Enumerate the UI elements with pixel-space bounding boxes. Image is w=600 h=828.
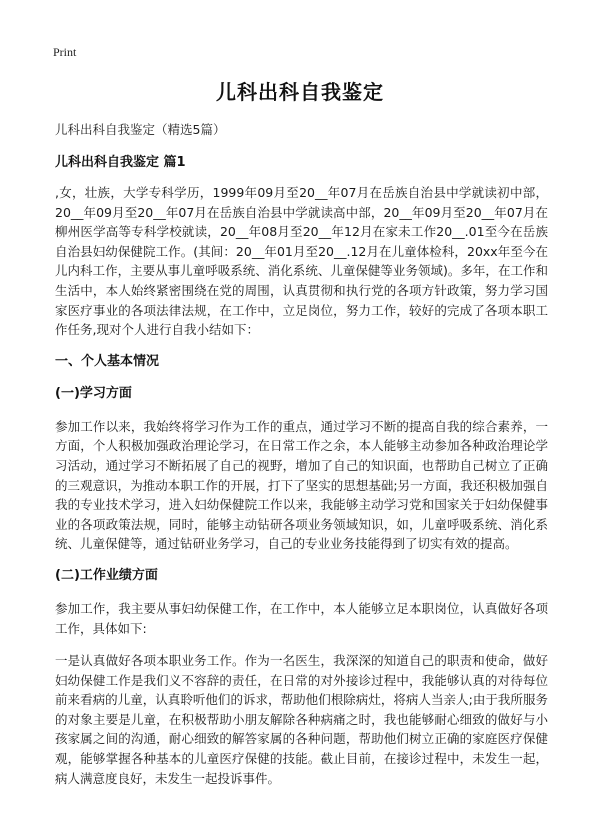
page-title: 儿科出科自我鉴定 [216, 80, 384, 104]
work-paragraph: 参加工作，我主要从事妇幼保健工作，在工作中，本人能够立足本职岗位，认真做好各项工作，具体如下: [55, 600, 548, 636]
intro-paragraph: ,女，壮族，大学专科学历，1999年09月至20__年07月在岳族自治县中学就读初中部，20__年09月至20__年07月在岳族自治县中学就读高中部，20__年09月至20__年07月在柳州医学高等专科学校就读，20__年08月至20__年12月在家未工作20__.01至今在岳族自治县妇幼保健院工作。(其间：20__年01月至20__.12月在儿童体检科，20xx年至今在儿内科工作，主要从事儿童呼吸系统、消化系统、儿童保健等业务领域)。多年，在工作和生活中，本人始终紧密围绕在党的周围，认真贯彻和执行党的各项方针政策，努力学习国家医疗事业的各项法律法规，在工作中，立足岗位，努力工作，较好的完成了各项本职工作任务,现对个人进行自我小结如下： [55, 185, 548, 338]
print-link[interactable]: Print [53, 45, 77, 59]
section-heading-basic-info: 一、个人基本情况 [55, 353, 160, 369]
subsection-heading-study: (一)学习方面 [55, 385, 132, 401]
study-paragraph: 参加工作以来，我始终将学习作为工作的重点，通过学习不断的提高自我的综合素养，一方面，个人积极加强政治理论学习，在日常工作之余，本人能够主动参加各种政治理论学习活动，通过学习不断拓展了自己的视野，增加了自己的知识面，也帮助自己树立了正确的三观意识，为推动本职工作的开展，打下了坚实的思想基础;另一方面，我还积极加强自我的专业技术学习，进入妇幼保健院工作以来，我能够主动学习党和国家关于妇幼保健事业的各项政策法规，同时，能够主动钻研各项业务领域知识，如，儿童呼吸系统、消化系统、儿童保健等，通过钻研业务学习，自己的专业业务技能得到了切实有效的提高。 [55, 418, 548, 552]
article-heading: 儿科出科自我鉴定 篇1 [55, 155, 186, 170]
duty-paragraph: 一是认真做好各项本职业务工作。作为一名医生，我深深的知道自己的职责和使命，做好妇幼保健工作是我们义不容辞的责任，在日常的对外接诊过程中，我能够认真的对待每位前来看病的儿童，认真聆听他们的诉求，帮助他们根除病灶，将病人当亲人;由于我所服务的对象主要是儿童，在积极帮助小朋友解除各种病痛之时，我也能够耐心细致的做好与小孩家属之间的沟通，耐心细致的解答家属的各种问题，帮助他们树立正确的家庭医疗保健观，能够掌握各种基本的儿童医疗保健的技能。截止目前，在接诊过程中，未发生一起，病人满意度良好，未发生一起投诉事件。 [55, 653, 548, 786]
document-subtitle: 儿科出科自我鉴定（精选5篇） [55, 122, 226, 137]
article-body [55, 183, 548, 801]
subsection-heading-work: (二)工作业绩方面 [55, 567, 158, 583]
